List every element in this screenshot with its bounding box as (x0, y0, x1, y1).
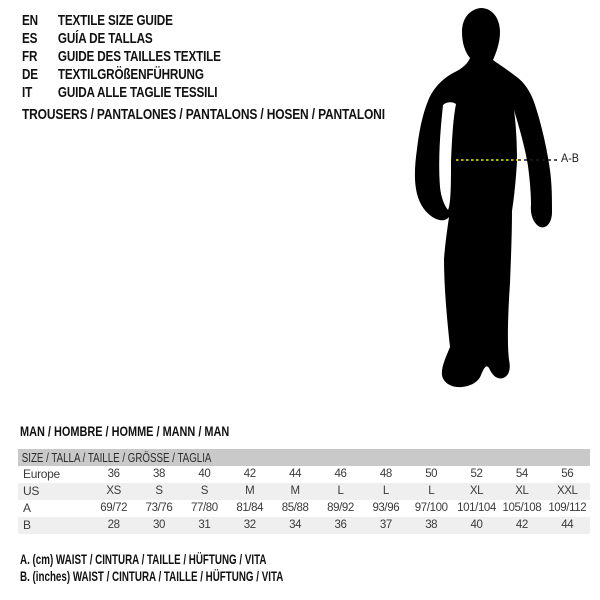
size-cell: 54 (515, 468, 528, 480)
size-cell: 81/84 (236, 502, 264, 514)
language-code: FR (22, 48, 38, 65)
row-label: Europe (23, 467, 60, 481)
language-label: TEXTILE SIZE GUIDE (57, 12, 173, 29)
size-cell: 105/108 (502, 502, 542, 514)
size-cell: 44 (289, 468, 302, 480)
size-cell: L (428, 485, 435, 497)
language-code: IT (22, 84, 33, 101)
size-cell: 34 (289, 519, 302, 531)
size-cell: 44 (561, 519, 574, 531)
language-row-de (22, 66, 221, 84)
size-cell: 37 (379, 519, 392, 531)
language-row-fr (22, 48, 221, 66)
size-table-header-label: SIZE / TALLA / TAILLE / GRÖSSE / TAGLIA (21, 450, 212, 465)
category-title: TROUSERS / PANTALONES / PANTALONS / HOSEN / PANTALONI (22, 106, 385, 123)
language-list (22, 12, 277, 102)
size-cell: 38 (425, 519, 438, 531)
measurement-notes (20, 551, 396, 585)
size-cell: XL (515, 485, 529, 497)
size-table-header (18, 449, 590, 466)
measure-label: A-B (561, 151, 580, 165)
note-b: B. (inches) WAIST / CINTURA / TAILLE / HÜFTUNG / VITA (20, 568, 284, 584)
size-cell: 101/104 (457, 502, 496, 514)
language-label: GUIDE DES TAILLES TEXTILE (57, 48, 221, 65)
language-code: DE (22, 66, 38, 83)
size-cell: XS (106, 485, 121, 497)
language-label: GUIDA ALLE TAGLIE TESSILI (57, 84, 218, 101)
size-cell: 73/76 (145, 502, 173, 514)
size-cell: 40 (470, 519, 483, 531)
row-label: US (23, 484, 40, 498)
size-cell: S (200, 485, 209, 497)
size-cell: 30 (153, 519, 166, 531)
size-cell: 36 (334, 519, 347, 531)
language-row-it (22, 84, 221, 102)
size-cell: 69/72 (100, 502, 128, 514)
size-cell: XXL (557, 485, 578, 497)
size-cell: L (337, 485, 344, 497)
size-cell: 50 (425, 468, 438, 480)
size-cell: 36 (107, 468, 120, 480)
size-cell: 97/100 (414, 502, 448, 514)
size-cell: 40 (198, 468, 211, 480)
row-label: B (23, 518, 31, 532)
size-cell: L (382, 485, 389, 497)
size-cell: 89/92 (327, 502, 354, 514)
size-cell: 46 (334, 468, 347, 480)
size-cell: M (290, 485, 300, 497)
size-cell: M (245, 485, 255, 497)
size-cell: 109/112 (548, 502, 587, 514)
size-table (18, 449, 590, 534)
size-cell: 42 (243, 468, 256, 480)
size-cell: 38 (153, 468, 166, 480)
note-a: A. (cm) WAIST / CINTURA / TAILLE / HÜFTUNG / VITA (20, 551, 267, 567)
size-cell: 28 (107, 519, 120, 531)
man-silhouette-figure (395, 5, 600, 400)
section-title: MAN / HOMBRE / HOMME / MANN / MAN (20, 423, 230, 439)
size-cell: 31 (198, 519, 211, 531)
size-cell: S (155, 485, 163, 497)
size-cell: 52 (470, 468, 483, 480)
size-cell: 48 (379, 468, 392, 480)
language-code: ES (22, 30, 38, 47)
language-row-es (22, 30, 221, 48)
size-cell: 42 (515, 519, 528, 531)
table-row-a-cm (18, 500, 590, 517)
language-label: TEXTILGRÖßENFÜHRUNG (57, 66, 204, 83)
language-code: EN (22, 12, 38, 29)
row-label: A (23, 501, 31, 515)
size-cell: 85/88 (281, 502, 309, 514)
man-silhouette (415, 8, 552, 387)
table-row-europe (18, 466, 590, 483)
size-cell: 77/80 (191, 502, 218, 514)
size-cell: 32 (243, 519, 256, 531)
size-cell: 56 (561, 468, 574, 480)
size-cell: XL (469, 485, 484, 497)
size-cell: 93/96 (372, 502, 400, 514)
table-row-b-inches (18, 517, 590, 534)
table-row-us (18, 483, 590, 500)
language-label: GUÍA DE TALLAS (57, 30, 153, 47)
language-row-en (22, 12, 221, 30)
